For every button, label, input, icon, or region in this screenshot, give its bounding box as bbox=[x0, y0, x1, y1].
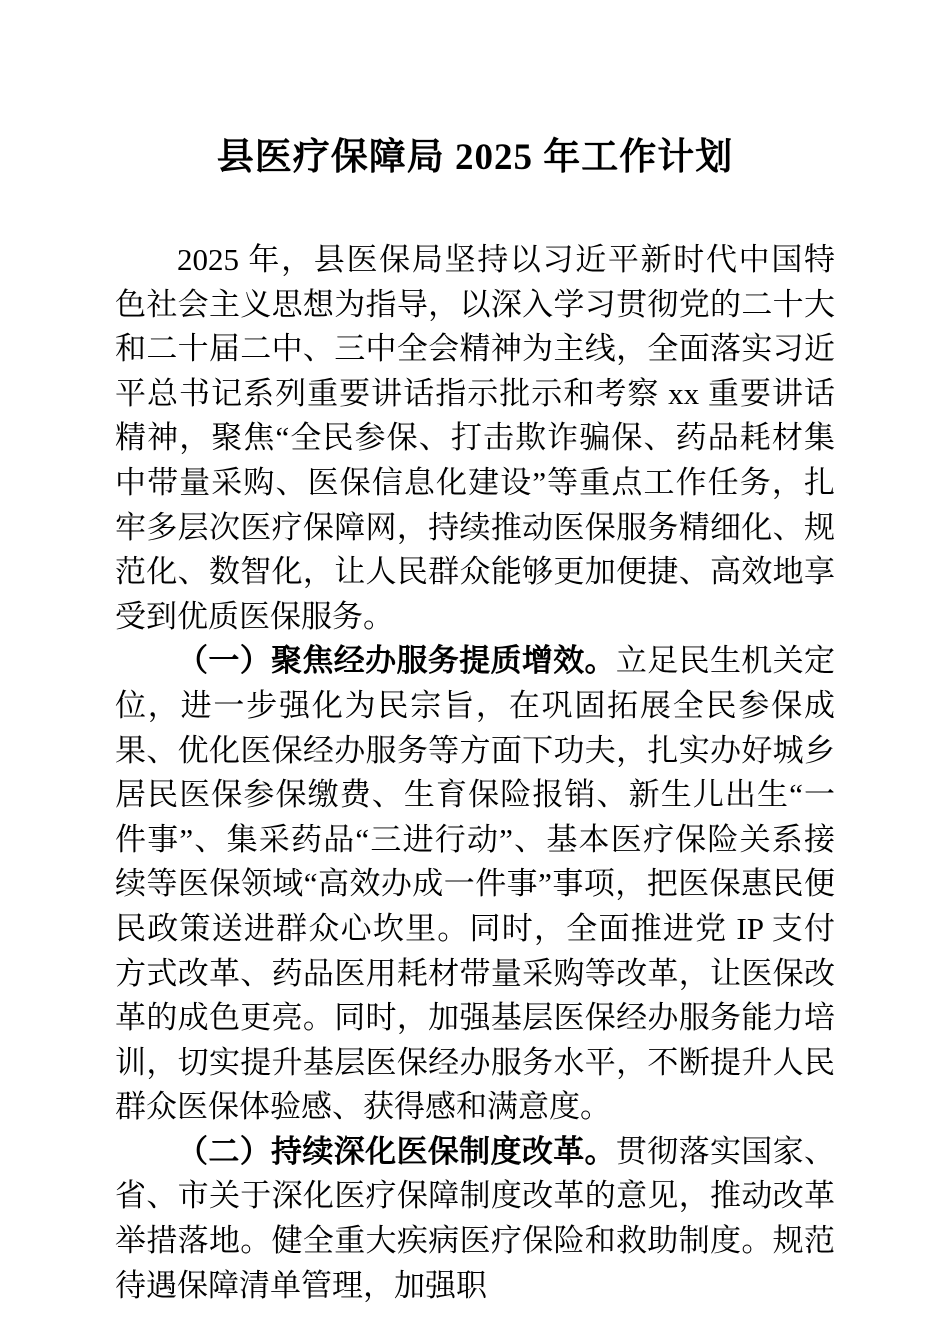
document-body bbox=[115, 238, 835, 1308]
section-2-heading: （二）持续深化医保制度改革。 bbox=[177, 1133, 616, 1169]
section-1-heading: （一）聚焦经办服务提质增效。 bbox=[177, 643, 616, 679]
paragraph-section-1 bbox=[115, 639, 835, 1130]
paragraph-text: 立足民生机关定位，进一步强化为民宗旨，在巩固拓展全民参保成果、优化医保经办服务等方面下功夫，扎实办好城乡居民医保参保缴费、生育保险报销、新生儿出生“一件事”、集采药品“三进行动”、基本医疗保险关系接续等医保领域“高效办成一件事”事项，把医保惠民便民政策送进群众心坎里。同时，全面推进党 IP 支付方式改革、药品医用耗材带量采购等改革，让医保改革的成色更亮。同时，加强基层医保经办服务能力培训，切实提升基层医保经办服务水平，不断提升人民群众医保体验感、获得感和满意度。 bbox=[115, 643, 836, 1125]
paragraph-text: 贯彻落实国家、省、市关于深化医疗保障制度改革的意见，推动改革举措落地。健全重大疾病医疗保险和救助制度。规范待遇保障清单管理，加强职 bbox=[115, 1133, 836, 1303]
paragraph-text: 2025 年，县医保局坚持以习近平新时代中国特色社会主义思想为指导，以深入学习贯彻党的二十大和二十届二中、三中全会精神为主线，全面落实习近平总书记系列重要讲话指示批示和考察 xx 重要讲话精神，聚焦“全民参保、打击欺诈骗保、药品耗材集中带量采购、医保信息化建设”等重点工作任务，扎牢多层次医疗保障网，持续推动医保服务精细化、规范化、数智化，让人民群众能够更加便捷、高效地享受到优质医保服务。 bbox=[115, 242, 835, 634]
paragraph-section-2 bbox=[115, 1130, 835, 1308]
document-title: 县医疗保障局 2025 年工作计划 bbox=[216, 137, 734, 178]
paragraph-intro bbox=[115, 238, 835, 639]
